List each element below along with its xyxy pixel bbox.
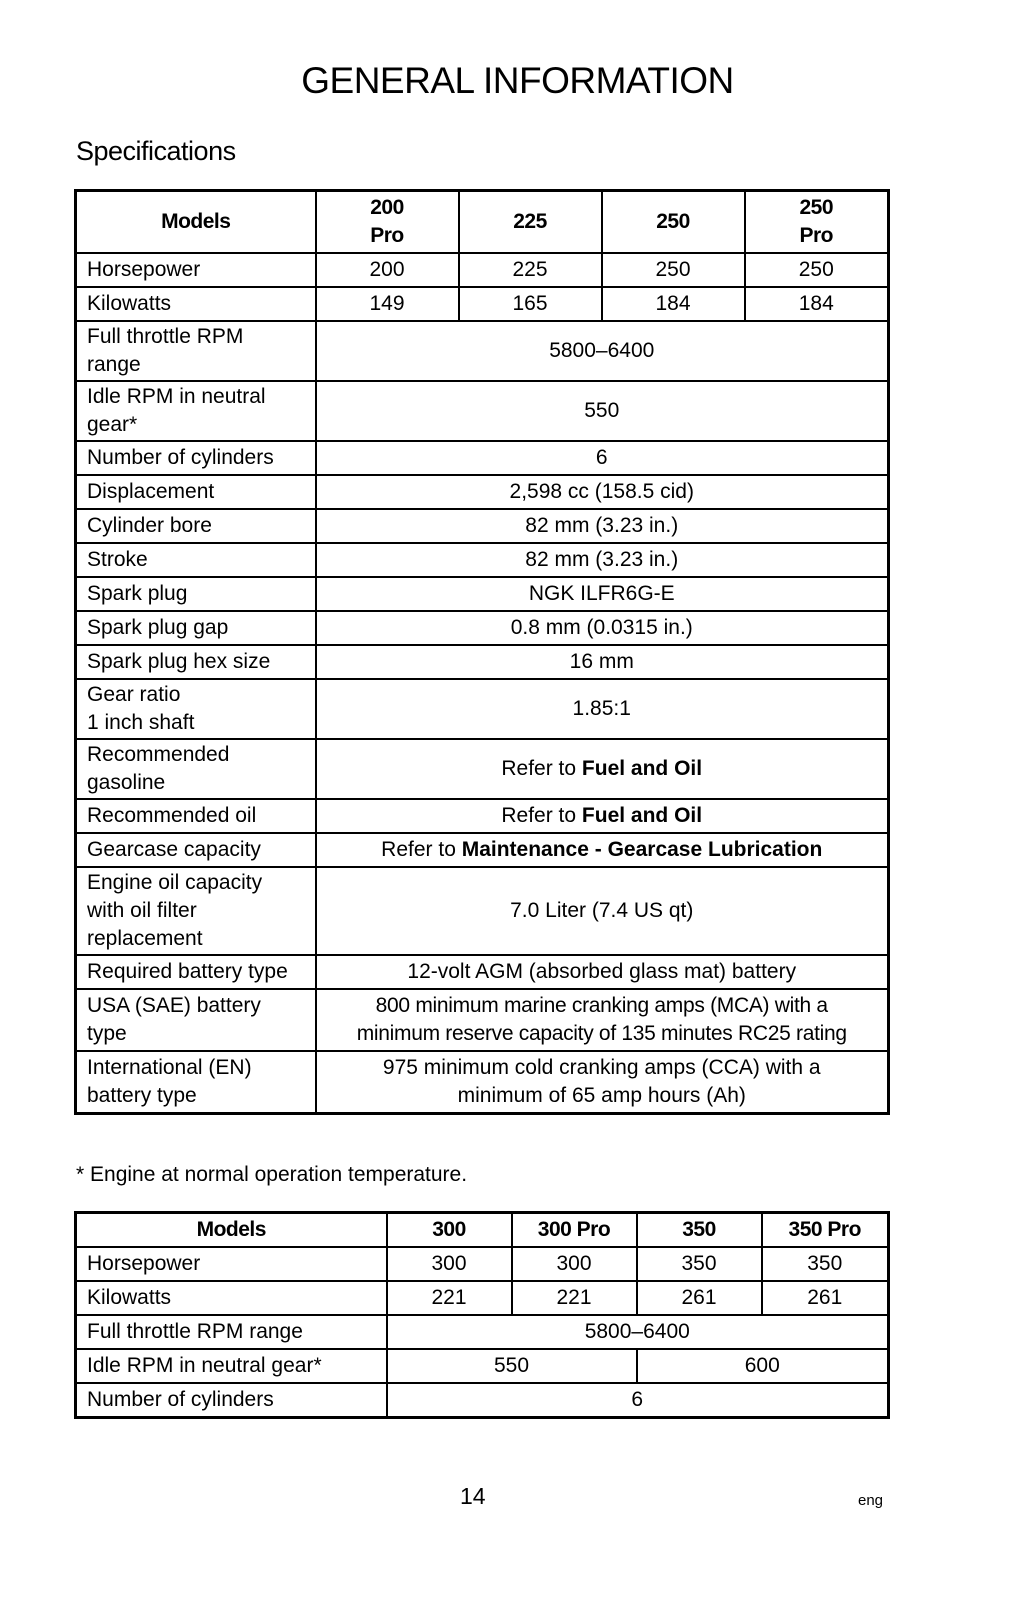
table-row-bore (76, 509, 889, 543)
table-row-spark-gap (76, 611, 889, 645)
table-row-horsepower (76, 253, 889, 287)
table-row-models (76, 191, 889, 254)
row-label: Spark plug gap (76, 611, 316, 645)
cell-value: 250 (745, 253, 889, 287)
cell-value: 82 mm (3.23 in.) (316, 509, 889, 543)
table-row-kilowatts (76, 287, 889, 321)
cell-value: 300 (387, 1247, 512, 1281)
row-label: Kilowatts (76, 287, 316, 321)
cell-value: 600 (637, 1349, 889, 1383)
row-label: Horsepower (76, 253, 316, 287)
spec-table-300-350 (74, 1211, 890, 1419)
cell-value: 800 minimum marine cranking amps (MCA) with a minimum reserve capacity of 135 minutes RC25 rating (316, 989, 889, 1051)
row-label: Kilowatts (76, 1281, 387, 1315)
cell-value: 82 mm (3.23 in.) (316, 543, 889, 577)
cell-value: 300 (512, 1247, 637, 1281)
row-label: International (EN) battery type (76, 1051, 316, 1114)
cell-value: Refer to Fuel and Oil (316, 739, 889, 799)
model-header: 200 Pro (316, 191, 459, 254)
cell-value: 975 minimum cold cranking amps (CCA) with a minimum of 65 amp hours (Ah) (316, 1051, 889, 1114)
row-label: Number of cylinders (76, 441, 316, 475)
cell-value: 7.0 Liter (7.4 US qt) (316, 867, 889, 955)
cross-reference: Fuel and Oil (581, 804, 703, 827)
cross-reference: Fuel and Oil (581, 757, 703, 780)
cell-value: 184 (745, 287, 889, 321)
row-label: Gear ratio 1 inch shaft (76, 679, 316, 739)
table-row-rpm (76, 321, 889, 381)
cell-value: 5800–6400 (316, 321, 889, 381)
row-label: Stroke (76, 543, 316, 577)
footnote: * Engine at normal operation temperature. (76, 1163, 468, 1186)
section-title: Specifications (76, 136, 236, 166)
cell-value: Refer to Maintenance - Gearcase Lubrication (316, 833, 889, 867)
model-header: 300 Pro (512, 1213, 637, 1248)
row-label: Spark plug (76, 577, 316, 611)
table-row-gear-ratio (76, 679, 889, 739)
table-row-models (76, 1213, 889, 1248)
table-row-usa-battery (76, 989, 889, 1051)
row-label: Displacement (76, 475, 316, 509)
table-row-horsepower (76, 1247, 889, 1281)
table-row-cylinders (76, 1383, 889, 1418)
row-label: Required battery type (76, 955, 316, 989)
cell-value: Refer to Fuel and Oil (316, 799, 889, 833)
row-label: Idle RPM in neutral gear* (76, 381, 316, 441)
cell-value: 221 (387, 1281, 512, 1315)
cell-value: 16 mm (316, 645, 889, 679)
cell-value: 225 (459, 253, 602, 287)
cell-value: 261 (762, 1281, 889, 1315)
cell-value: 350 (762, 1247, 889, 1281)
row-label: Number of cylinders (76, 1383, 387, 1418)
row-label: USA (SAE) battery type (76, 989, 316, 1051)
table-row-gasoline (76, 739, 889, 799)
cell-value: 350 (637, 1247, 762, 1281)
page-number: 14 (460, 1483, 486, 1509)
table-row-stroke (76, 543, 889, 577)
cell-value: 200 (316, 253, 459, 287)
row-label: Recommended gasoline (76, 739, 316, 799)
row-label: Horsepower (76, 1247, 387, 1281)
cross-reference: Maintenance - Gearcase Lubrication (461, 838, 823, 861)
row-label: Idle RPM in neutral gear* (76, 1349, 387, 1383)
cell-value: 149 (316, 287, 459, 321)
cell-value: NGK ILFR6G-E (316, 577, 889, 611)
table-row-spark-hex (76, 645, 889, 679)
cell-value: 250 (602, 253, 745, 287)
cell-value: 550 (316, 381, 889, 441)
cell-value: 0.8 mm (0.0315 in.) (316, 611, 889, 645)
cell-value: 550 (387, 1349, 637, 1383)
model-header: 225 (459, 191, 602, 254)
cell-value: 5800–6400 (387, 1315, 889, 1349)
spec-table-200-250 (74, 189, 890, 1115)
cell-value: 6 (387, 1383, 889, 1418)
table-row-kilowatts (76, 1281, 889, 1315)
model-header: 350 (637, 1213, 762, 1248)
table-row-displacement (76, 475, 889, 509)
table-row-oil (76, 799, 889, 833)
row-label: Recommended oil (76, 799, 316, 833)
model-header: 300 (387, 1213, 512, 1248)
table-row-idle (76, 381, 889, 441)
row-label: Gearcase capacity (76, 833, 316, 867)
models-header: Models (76, 1213, 387, 1248)
row-label: Full throttle RPM range (76, 321, 316, 381)
model-header: 350 Pro (762, 1213, 889, 1248)
table-row-battery-type (76, 955, 889, 989)
table-row-spark-plug (76, 577, 889, 611)
cell-value: 261 (637, 1281, 762, 1315)
table-row-engine-oil (76, 867, 889, 955)
table-row-intl-battery (76, 1051, 889, 1114)
row-label: Spark plug hex size (76, 645, 316, 679)
model-header: 250 (602, 191, 745, 254)
cell-value: 1.85:1 (316, 679, 889, 739)
cell-value: 2,598 cc (158.5 cid) (316, 475, 889, 509)
cell-value: 221 (512, 1281, 637, 1315)
table-row-cylinders (76, 441, 889, 475)
models-header: Models (76, 191, 316, 254)
cell-value: 6 (316, 441, 889, 475)
cell-value: 165 (459, 287, 602, 321)
page-title: GENERAL INFORMATION (301, 60, 734, 101)
language-code: eng (858, 1492, 884, 1509)
row-label: Full throttle RPM range (76, 1315, 387, 1349)
cell-value: 184 (602, 287, 745, 321)
table-row-gearcase (76, 833, 889, 867)
cell-value: 12-volt AGM (absorbed glass mat) battery (316, 955, 889, 989)
row-label: Cylinder bore (76, 509, 316, 543)
table-row-rpm (76, 1315, 889, 1349)
row-label: Engine oil capacity with oil filter replacement (76, 867, 316, 955)
model-header: 250 Pro (745, 191, 889, 254)
table-row-idle (76, 1349, 889, 1383)
